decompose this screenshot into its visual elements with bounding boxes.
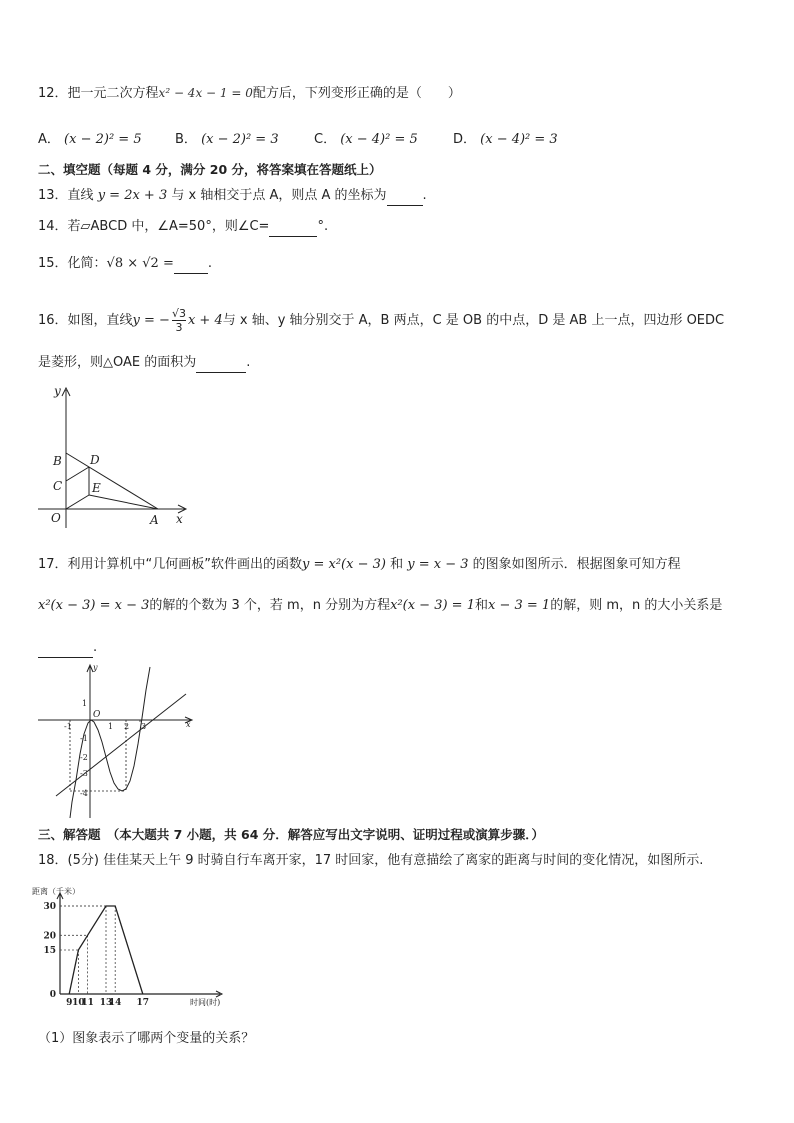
q17-line2: x²(x − 3) = x − 3的解的个数为 3 个，若 m，n 分别为方程x²(x − 3) = 1和x − 3 = 1的解，则 m，n 的大小关系是 [38, 598, 723, 613]
q16-fraction: $\frac{√3}{3}$ [171, 307, 186, 334]
chart-ytick-label: 15 [43, 946, 56, 956]
q17-tick-ym4: -4 [80, 789, 88, 798]
q14: 14．若▱ABCD 中，∠A=50°，则∠C= °. [38, 218, 328, 237]
q13-answer-blank[interactable] [387, 187, 423, 206]
q12-option-a[interactable]: A． (x − 2)² = 5 [38, 132, 142, 147]
q17-tick-ym3: -3 [80, 769, 88, 778]
q14-answer-blank[interactable] [269, 218, 317, 237]
q17-figure [36, 662, 196, 820]
chart-xtick-label: 10 [72, 998, 85, 1008]
q17-tick-y1: 1 [82, 699, 88, 708]
q16-label-e: E [92, 481, 101, 495]
q17-tick-2: 2 [124, 722, 130, 731]
q16-label-a: A [150, 513, 159, 527]
q16-line2: 是菱形，则△OAE 的面积为 . [38, 354, 250, 373]
q17-label-y: y [93, 663, 98, 672]
q17-answer-blank[interactable] [38, 639, 93, 658]
q12-option-b[interactable]: B． (x − 2)² = 3 [175, 132, 279, 147]
q16-answer-blank[interactable] [196, 354, 246, 373]
q18-sub1: （1）图象表示了哪两个变量的关系？ [38, 1031, 255, 1046]
q17-line3: . [38, 639, 97, 658]
chart-ytick-label: 0 [49, 990, 56, 1000]
chart-xtick-label: 13 [99, 998, 113, 1008]
q12-stem: 12．把一元二次方程x² − 4x − 1 = 0配方后，下列变形正确的是（ ） [38, 86, 461, 101]
q17-tick-ym1: -1 [80, 734, 88, 743]
q15: 15．化简：√8 × √2 = . [38, 255, 212, 274]
chart-ytick-label: 30 [43, 902, 56, 912]
q16-label-b: B [53, 454, 62, 468]
q16-figure [36, 382, 191, 530]
q17-line1: 17．利用计算机中“几何画板”软件画出的函数y = x²(x − 3) 和 y = x − 3 的图象如图所示．根据图象可知方程 [38, 557, 681, 572]
q12-option-c[interactable]: C． (x − 4)² = 5 [314, 132, 418, 147]
chart-ylabel: 距离（千米） [32, 887, 80, 896]
q16-label-x: x [176, 512, 183, 526]
q17-tick-ym2: -2 [80, 753, 88, 762]
chart-xtick-label: 14 [108, 998, 122, 1008]
chart-xtick-label: 17 [136, 998, 150, 1008]
q17-tick-1: 1 [108, 722, 114, 731]
chart-xlabel: 时间(时) [190, 998, 221, 1007]
q16-segment-ea [89, 495, 158, 509]
chart-ytick-label: 20 [43, 931, 56, 942]
q12-equation: x² − 4x − 1 = 0 [158, 86, 253, 100]
q16-label-y: y [54, 384, 61, 398]
q16-line1: 16．如图，直线y = − $\frac{√3}{3}$ x + 4与 x 轴、y 轴分别交于 A，B 两点，C 是 OB 的中点，D 是 AB 上一点，四边形 OEDC [38, 307, 725, 334]
q16-segment-cd [66, 467, 89, 481]
q16-label-d: D [90, 453, 100, 467]
q17-label-x: x [186, 720, 191, 729]
section3-title: 三、解答题 （本大题共 7 小题，共 64 分．解答应写出文字说明、证明过程或演算步骤．） [38, 827, 545, 842]
q18-stem: 18．(5分) 佳佳某天上午 9 时骑自行车离开家，17 时回家，他有意描绘了离家的距离与时间的变化情况，如图所示. [38, 853, 704, 868]
q16-segment-oe [66, 495, 89, 509]
q17-tick-m1: -1 [64, 722, 72, 731]
chart-xtick-label: 11 [81, 998, 94, 1008]
q16-label-o: O [51, 511, 61, 525]
q12-option-d[interactable]: D． (x − 4)² = 3 [453, 132, 558, 147]
q17-label-o: O [93, 710, 101, 720]
q13: 13．直线 y = 2x + 3 与 x 轴相交于点 A，则点 A 的坐标为 . [38, 187, 427, 206]
q16-label-c: C [53, 479, 63, 493]
q15-answer-blank[interactable] [174, 255, 208, 274]
q17-tick-3: 3 [141, 722, 147, 731]
chart-xtick-label: 9 [66, 998, 73, 1008]
q18-chart [30, 884, 230, 1012]
q17-line [56, 694, 186, 796]
section2-title: 二、填空题（每题 4 分，满分 20 分，将答案填在答题纸上） [38, 162, 382, 177]
